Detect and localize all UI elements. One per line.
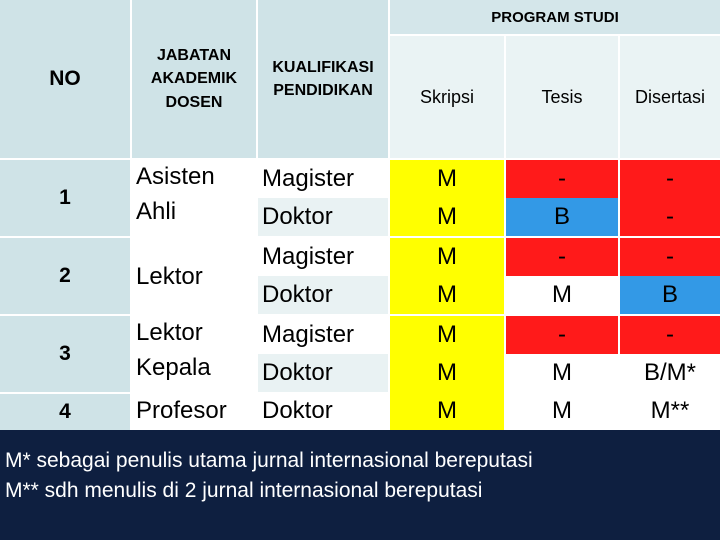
skripsi-value: M (437, 397, 457, 424)
jabatan-lektor-kepala-line1: Lektor (136, 319, 203, 346)
skripsi-cell (390, 160, 504, 198)
kualifikasi-cell (258, 316, 388, 354)
tesis-value: - (558, 243, 566, 270)
disertasi-cell (620, 354, 720, 392)
jabatan-lektor-label: Lektor (136, 262, 203, 290)
disertasi-value: - (666, 165, 674, 192)
row-number-4-label: 4 (59, 400, 71, 423)
header-no (0, 0, 130, 158)
header-tesis-label: Tesis (541, 86, 583, 107)
skripsi-value: M (437, 203, 457, 230)
tesis-value: - (558, 165, 566, 192)
jabatan-asisten-ahli (132, 160, 256, 238)
disertasi-cell (620, 316, 720, 354)
skripsi-cell (390, 392, 504, 430)
kualifikasi-cell (258, 276, 388, 314)
kualifikasi-text: Doktor (262, 397, 333, 424)
header-kualifikasi-line1: KUALIFIKASI (272, 58, 374, 76)
skripsi-cell (390, 198, 504, 236)
jabatan-asisten-ahli-line1: Asisten (136, 163, 215, 190)
tesis-value: M (552, 359, 572, 386)
header-no-label: NO (49, 66, 81, 90)
jabatan-profesor (132, 392, 256, 430)
tesis-value: M (552, 281, 572, 308)
tesis-cell (506, 316, 618, 354)
skripsi-value: M (437, 359, 457, 386)
skripsi-cell (390, 238, 504, 276)
kualifikasi-cell (258, 160, 388, 198)
jabatan-lektor-kepala-line2: Kepala (136, 353, 211, 381)
tesis-cell (506, 354, 618, 392)
tesis-cell (506, 392, 618, 430)
skripsi-value: M (437, 281, 457, 308)
header-jabatan (132, 0, 256, 158)
kualifikasi-cell (258, 238, 388, 276)
row-number-3 (0, 316, 130, 392)
kualifikasi-text: Magister (262, 243, 355, 270)
row-number-3-label: 3 (59, 342, 71, 365)
disertasi-value: B (661, 281, 678, 308)
row-number-1 (0, 160, 130, 236)
skripsi-cell (390, 276, 504, 314)
jabatan-profesor-label: Profesor (136, 396, 227, 424)
skripsi-value: M (437, 243, 457, 270)
header-jabatan-line3: DOSEN (165, 93, 223, 111)
skripsi-cell (390, 354, 504, 392)
disertasi-value: B/M* (643, 359, 696, 386)
disertasi-value: M** (650, 397, 690, 424)
row-number-2 (0, 238, 130, 314)
row-number-1-label: 1 (59, 186, 71, 209)
header-program-studi-label: PROGRAM STUDI (491, 8, 619, 26)
tesis-cell (506, 276, 618, 314)
disertasi-cell (620, 392, 720, 430)
kualifikasi-cell (258, 392, 388, 430)
kualifikasi-text: Doktor (262, 203, 333, 230)
kualifikasi-cell (258, 354, 388, 392)
header-skripsi-label: Skripsi (419, 86, 474, 107)
tesis-value: - (558, 321, 566, 348)
kualifikasi-text: Doktor (262, 359, 333, 386)
tesis-cell (506, 160, 618, 198)
header-kualifikasi (258, 0, 388, 158)
disertasi-value: - (666, 203, 674, 230)
footnote-m-double-star: M** sdh menulis di 2 jurnal internasional bereputasi (5, 479, 483, 503)
disertasi-cell (620, 276, 720, 314)
tesis-cell (506, 238, 618, 276)
tesis-value: B (553, 203, 570, 230)
header-skripsi (390, 36, 504, 158)
skripsi-value: M (437, 165, 457, 192)
kualifikasi-text: Doktor (262, 281, 333, 308)
header-program-studi (390, 0, 720, 34)
disertasi-value: - (666, 321, 674, 348)
jabatan-lektor (132, 238, 256, 316)
disertasi-cell (620, 198, 720, 236)
header-kualifikasi-line2: PENDIDIKAN (273, 82, 373, 99)
disertasi-value: - (666, 243, 674, 270)
row-number-2-label: 2 (59, 264, 71, 287)
disertasi-cell (620, 238, 720, 276)
header-jabatan-line2: AKADEMIK (150, 70, 238, 88)
kualifikasi-cell (258, 198, 388, 236)
header-disertasi-label: Disertasi (634, 86, 705, 107)
kualifikasi-text: Magister (262, 321, 355, 348)
header-jabatan-line1: JABATAN (156, 47, 232, 65)
skripsi-value: M (437, 321, 457, 348)
kualifikasi-text: Magister (262, 165, 355, 192)
header-disertasi (620, 36, 720, 158)
disertasi-cell (620, 160, 720, 198)
footnote-m-star: M* sebagai penulis utama jurnal internasional bereputasi (5, 449, 533, 472)
row-number-4 (0, 394, 130, 430)
header-tesis (506, 36, 618, 158)
skripsi-cell (390, 316, 504, 354)
jabatan-asisten-ahli-line2: Ahli (136, 197, 177, 225)
tesis-cell (506, 198, 618, 236)
jabatan-lektor-kepala (132, 316, 256, 392)
tesis-value: M (552, 397, 572, 424)
footnotes (0, 430, 720, 540)
